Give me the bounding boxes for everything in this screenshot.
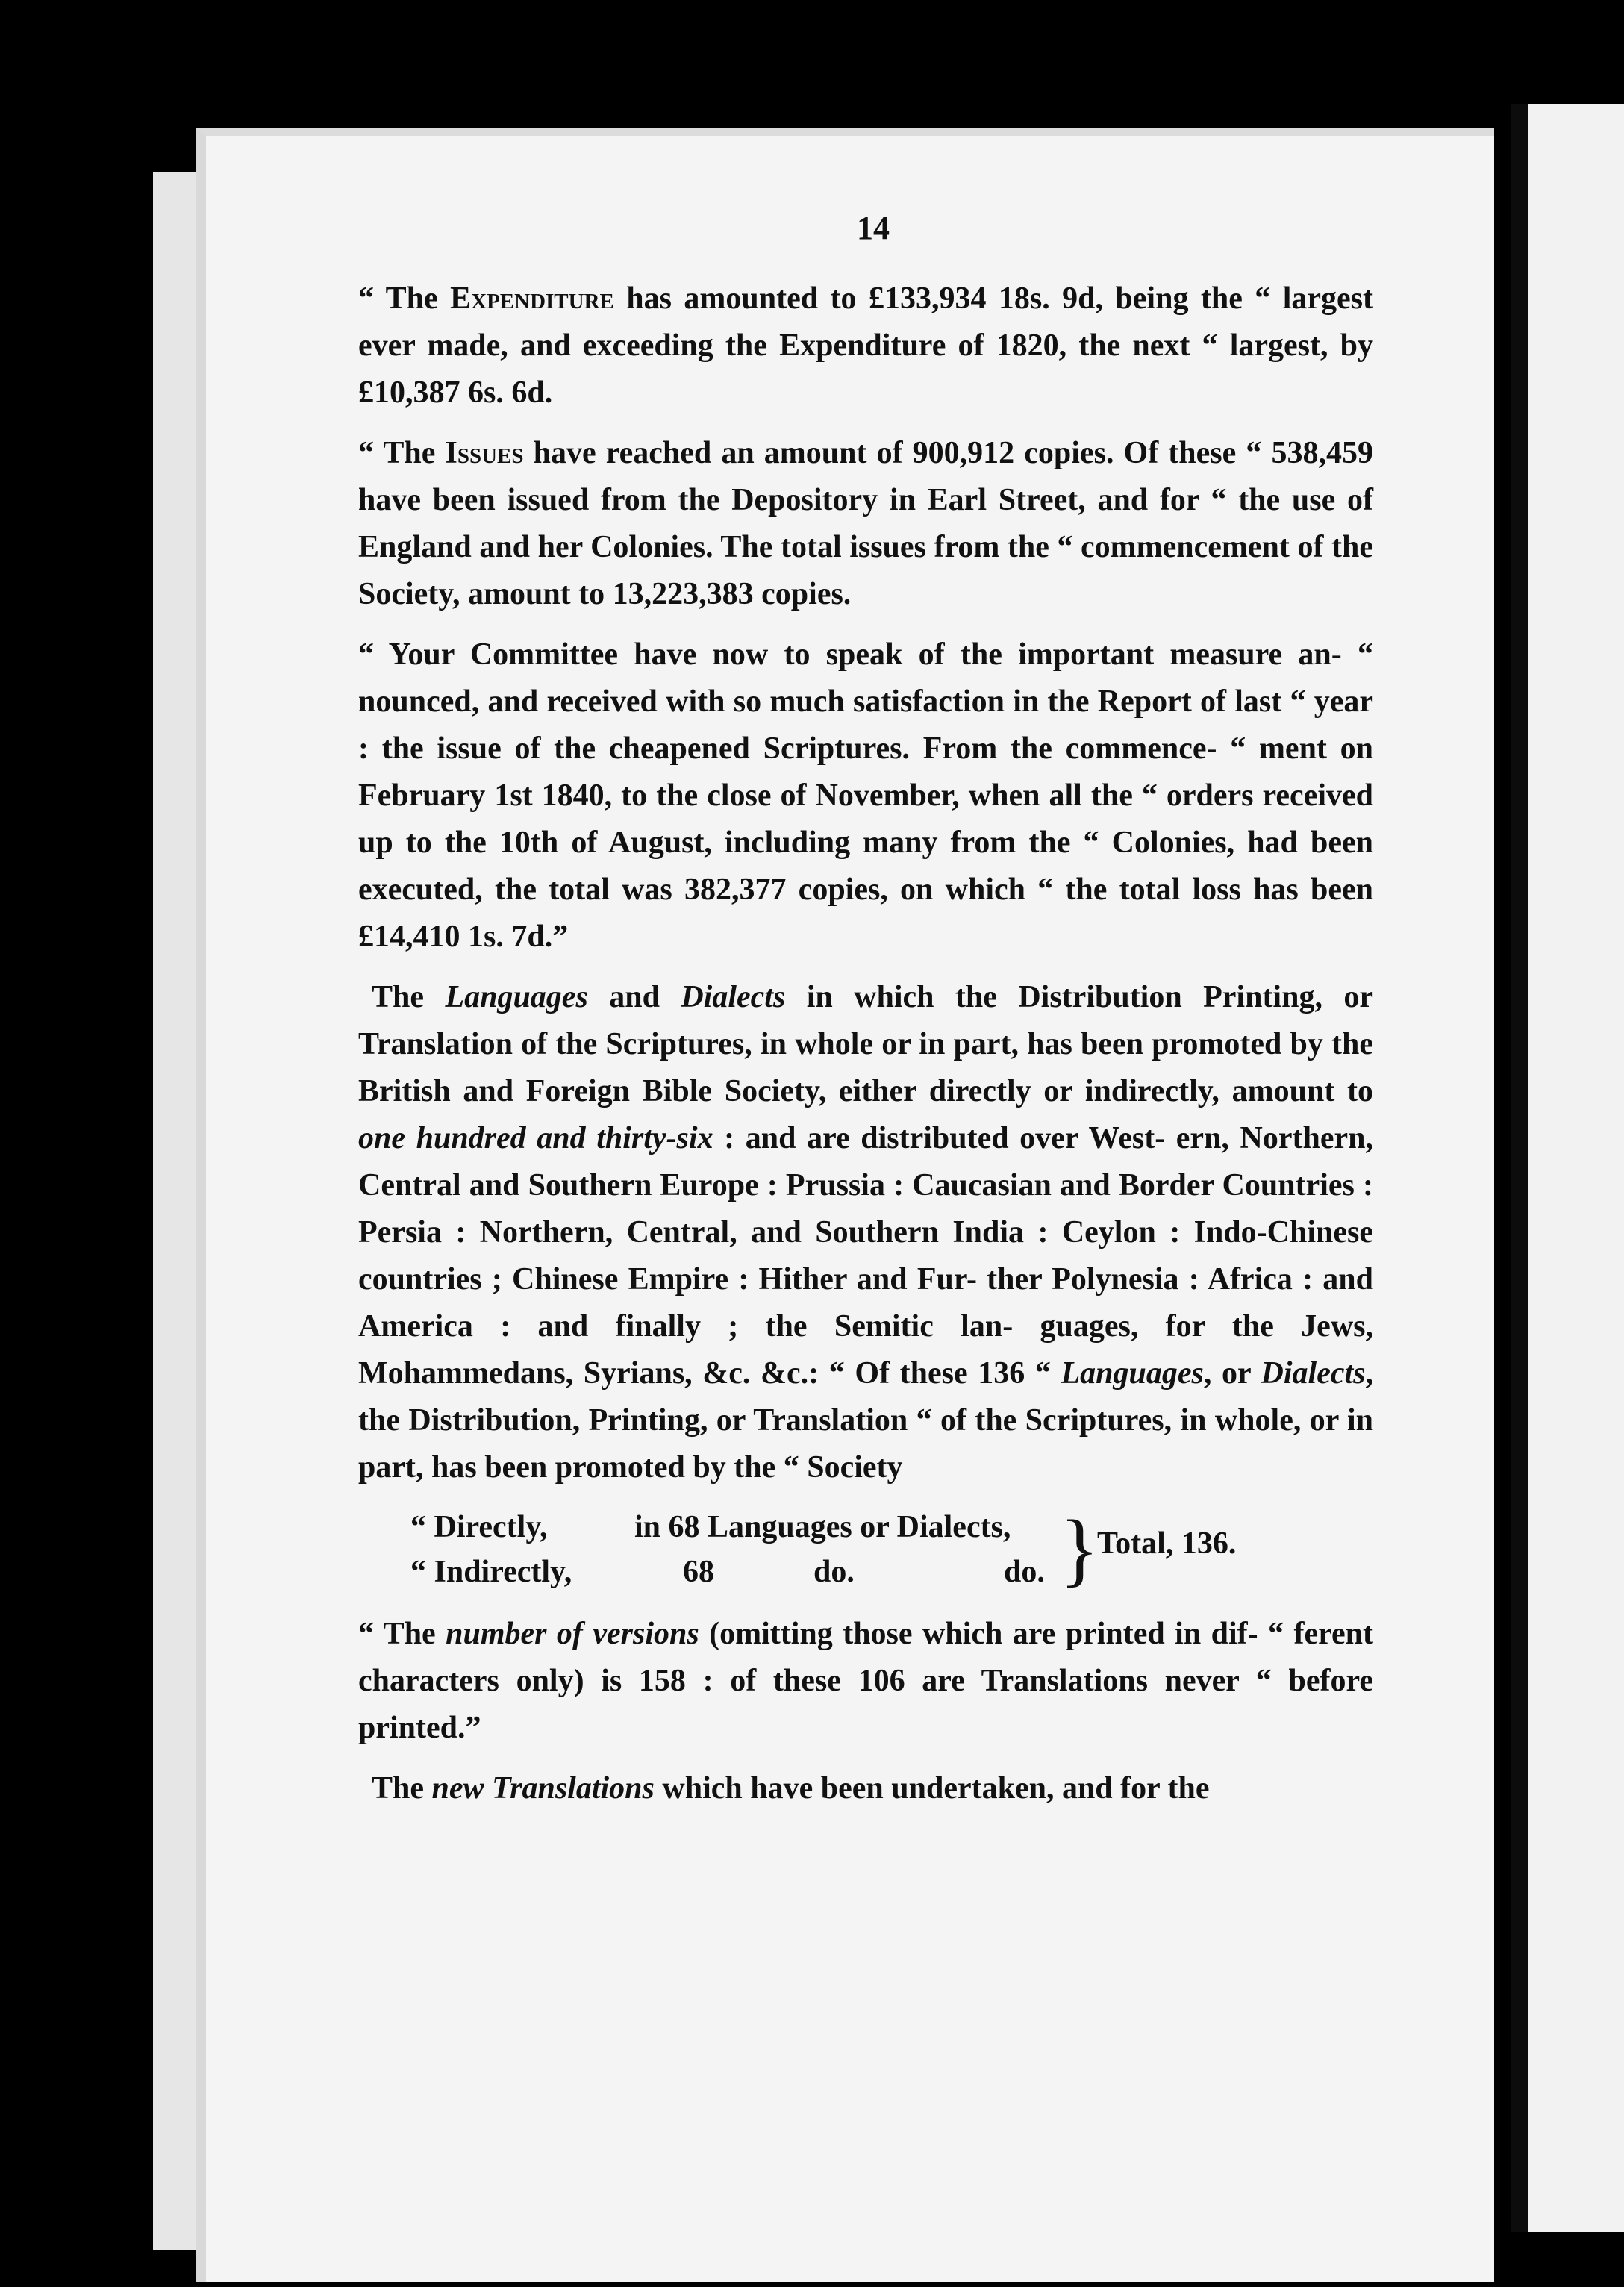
- text-run: and: [587, 980, 681, 1014]
- term-new-translations: new Translations: [431, 1771, 655, 1806]
- page-number: 14: [857, 210, 890, 246]
- page-text: [358, 209, 1373, 1826]
- term-languages-2: Languages: [1061, 1356, 1204, 1391]
- curly-brace: }: [1060, 1503, 1099, 1594]
- paragraph-issues: [358, 430, 1373, 618]
- term-issues: Issues: [445, 436, 524, 470]
- text-run: which have been undertaken, and for the: [654, 1771, 1210, 1806]
- text-run: in which the Distribution Printing, or Translation of the Scriptures, in whole or in part, has been promoted by the British and Foreign Bible Society, either directly or indirectly, amount to: [358, 980, 1374, 1108]
- paragraph-languages: [358, 974, 1373, 1491]
- ditto-mark: do.: [813, 1555, 855, 1589]
- facing-page-edge: [1511, 104, 1624, 2232]
- term-dialects: Dialects: [681, 980, 786, 1014]
- quote-mark: “ The: [358, 436, 446, 470]
- paragraph-versions: [358, 1611, 1373, 1752]
- text-run: (omitting those which are printed in dif- “ ferent characters only) is 158 : of these 106 are Translations never “ before printed.”: [358, 1617, 1373, 1745]
- text-run: The: [372, 980, 446, 1014]
- paragraph-cheapened-scriptures: “ Your Committee have now to speak of the important measure an- “ nounced, and received with so much satisfaction in the Report of last “ year : the issue of the cheapened Scriptures. From the commence- “ ment on February 1st 1840, to the close of November, when all the “ orders received up to the 10th of August, including many from the “ Colonies, had been executed, the total was 382,377 copies, on which “ the total loss has been £14,410 1s. 7d.”: [358, 637, 1373, 954]
- text-run: , the Distribution, Printing, or Translation “ of the Scriptures, in whole, or in part, has been promoted by the “ Society: [358, 1356, 1373, 1485]
- paragraph-expenditure: [358, 275, 1373, 416]
- term-dialects-2: Dialects: [1261, 1356, 1366, 1391]
- text-run: “ The: [358, 1617, 446, 1651]
- directly-detail: in 68 Languages or Dialects,: [634, 1510, 1011, 1544]
- paragraph-new-translations: [358, 1765, 1373, 1812]
- term-expenditure: Expenditure: [450, 281, 614, 316]
- distribution-total: Total, 136.: [1097, 1526, 1237, 1561]
- term-languages: Languages: [445, 980, 588, 1014]
- term-count: one hundred and thirty-six: [358, 1121, 713, 1155]
- paragraph-text: has amounted to £133,934 18s. 9d, being the “ largest ever made, and exceeding the Expenditure of 1820, the next “ largest, by £10,387 6s. 6d.: [358, 281, 1373, 410]
- text-run: The: [372, 1771, 432, 1806]
- indirectly-number: 68: [683, 1555, 714, 1589]
- paragraph-text: have reached an amount of 900,912 copies. Of these “ 538,459 have been issued from the Depository in Earl Street, and for “ the use of England and her Colonies. The total issues from the “ commencement of the Society, amount to 13,223,383 copies.: [358, 436, 1373, 611]
- distribution-summary: [358, 1505, 1373, 1603]
- text-run: , or: [1203, 1356, 1261, 1391]
- term-number-of-versions: number of versions: [446, 1617, 699, 1651]
- text-run: : and are distributed over West- ern, Northern, Central and Southern Europe : Prussia : Caucasian and Border Countries : Persia : Northern, Central, and Southern India : Ceylon : Indo-Chinese countries ; Chinese Empire : Hither and Fur- ther Polynesia : Africa : and America : and finally ; the Semitic lan- guages, for the Jews, Mohammedans, Syrians, &c. &c.: “ Of these 136 “: [358, 1121, 1373, 1391]
- indirectly-label: “ Indirectly,: [410, 1555, 572, 1589]
- ditto-mark: do.: [1004, 1555, 1045, 1589]
- quote-mark: “ The: [358, 281, 451, 316]
- directly-label: “ Directly,: [410, 1510, 548, 1544]
